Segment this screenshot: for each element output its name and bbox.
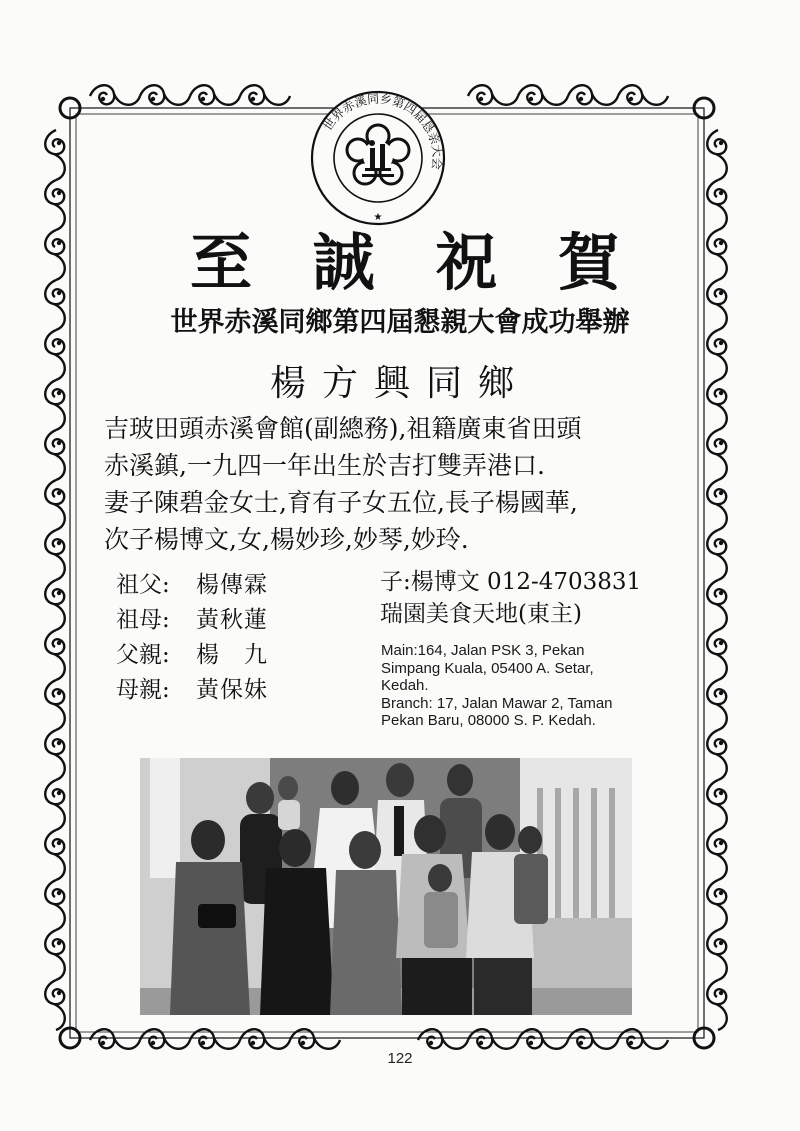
business-address [381,642,681,730]
family-list [116,568,356,708]
seal-ring-text: 世界赤溪同乡第四届恳亲大会 [320,91,445,171]
family-name: 楊 九 [196,642,268,668]
address-line: Main:164, Jalan PSK 3, Pekan [381,642,585,659]
family-relation: 父親: [116,642,170,668]
bio-line: 吉玻田頭赤溪會館(副總務),祖籍廣東省田頭 [104,414,582,443]
family-row [116,638,356,673]
family-photo-image [140,758,632,1015]
son-business: 瑞園美食天地(東主) [380,601,582,627]
honoree-name: 楊方興同鄉 [269,363,530,404]
association-seal-logo [308,88,448,228]
son-name-phone: 子:楊博文 012-4703831 [380,569,642,595]
headline-char: 祝 [435,225,498,299]
address-line: Pekan Baru, 08000 S. P. Kedah. [381,712,596,729]
son-contact [380,566,700,630]
biography-text [104,410,704,558]
address-line: Kedah. [381,677,429,694]
headline-char: 誠 [312,225,375,299]
bio-line: 次子楊博文,女,楊妙珍,妙琴,妙玲. [104,525,469,554]
seal-star: ★ [373,212,383,223]
family-row [116,673,356,708]
family-name: 黃秋蓮 [196,607,268,633]
headline-char: 賀 [557,225,620,299]
family-name: 楊傳霖 [196,572,268,598]
bio-line: 赤溪鎮,一九四一年出生於吉打雙弄港口. [104,451,545,480]
family-relation: 祖母: [116,607,170,633]
headline-char: 至 [190,225,253,299]
family-relation: 母親: [116,677,170,703]
address-line: Branch: 17, Jalan Mawar 2, Taman [381,694,613,712]
family-row [116,603,356,638]
family-relation: 祖父: [116,572,170,598]
page-number: 122 [387,1050,413,1067]
congratulations-headline [190,222,620,299]
event-title: 世界赤溪同鄉第四屆懇親大會成功舉辦 [170,307,630,338]
bio-line: 妻子陳碧金女士,育有子女五位,長子楊國華, [104,488,578,517]
family-photo [140,758,632,1015]
address-line: Simpang Kuala, 05400 A. Setar, [381,659,594,677]
family-row [116,568,356,603]
family-name: 黃保妹 [196,677,268,703]
